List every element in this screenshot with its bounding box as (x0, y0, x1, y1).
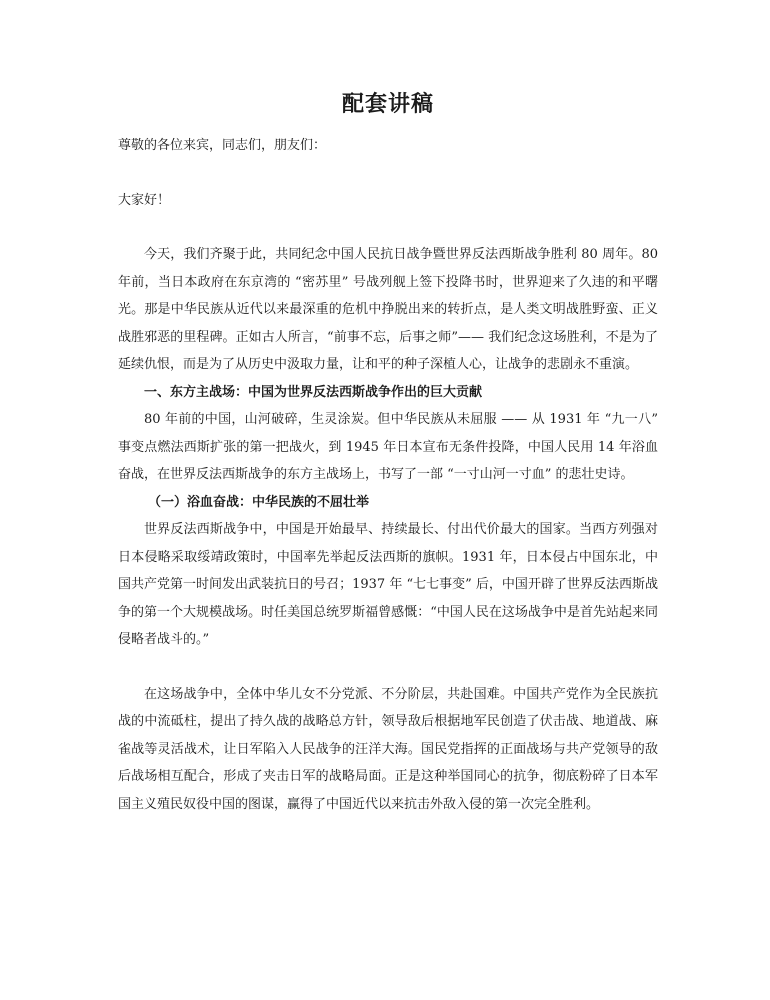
salutation: 尊敬的各位来宾，同志们，朋友们： (118, 138, 327, 153)
page-title: 配套讲稿 (341, 91, 434, 117)
document-page (118, 88, 658, 818)
subsection-heading: （一）浴血奋战：中华民族的不屈壮举 (148, 494, 370, 510)
greeting: 大家好！ (118, 192, 171, 208)
intro-paragraph: 今天，我们齐聚于此，共同纪念中国人民抗日战争暨世界反法西斯战争胜利 80 周年。80 年前，当日本政府在东京湾的 “密苏里” 号战列舰上签下投降书时，世界迎来了久违的和平曙光。那是中华民族从近代以来最深重的危机中挣脱出来的转折点，是人类文明战胜野蛮、正义战胜邪恶的里程碑。正如古人所言，“前事不忘，后事之师”—— 我们纪念这场胜利，不是为了延续仇恨，而是为了从历史中汲取力量，让和平的种子深植人心，让战争的悲剧永不重演。 (118, 247, 658, 372)
section-paragraph: 80 年前的中国，山河破碎，生灵涂炭。但中华民族从未屈服 —— 从 1931 年 “九一八” 事变点燃法西斯扩张的第一把战火，到 1945 年日本宣布无条件投降，中国人民用 14 年浴血奋战，在世界反法西斯战争的东方主战场上，书写了一部 “一寸山河一寸血” 的悲壮史诗。 (118, 412, 658, 482)
section-heading: 一、东方主战场：中国为世界反法西斯战争作出的巨大贡献 (144, 384, 483, 400)
subsection-paragraph-2: 在这场战争中，全体中华儿女不分党派、不分阶层，共赴国难。中国共产党作为全民族抗战的中流砥柱，提出了持久战的战略总方针，领导敌后根据地军民创造了伏击战、地道战、麻雀战等灵活战术，让日军陷入人民战争的汪洋大海。国民党指挥的正面战场与共产党领导的敌后战场相互配合，形成了夹击日军的战略局面。正是这种举国同心的抗争，彻底粉碎了日本军国主义殖民奴役中国的图谋，赢得了中国近代以来抗击外敌入侵的第一次完全胜利。 (118, 686, 658, 812)
subsection-paragraph-1: 世界反法西斯战争中，中国是开始最早、持续最长、付出代价最大的国家。当西方列强对日本侵略采取绥靖政策时，中国率先举起反法西斯的旗帜。1931 年，日本侵占中国东北，中国共产党第一时间发出武装抗日的号召；1937 年 “七七事变” 后，中国开辟了世界反法西斯战争的第一个大规模战场。时任美国总统罗斯福曾感慨：“中国人民在这场战争中是首先站起来同侵略者战斗的。” (118, 522, 658, 647)
